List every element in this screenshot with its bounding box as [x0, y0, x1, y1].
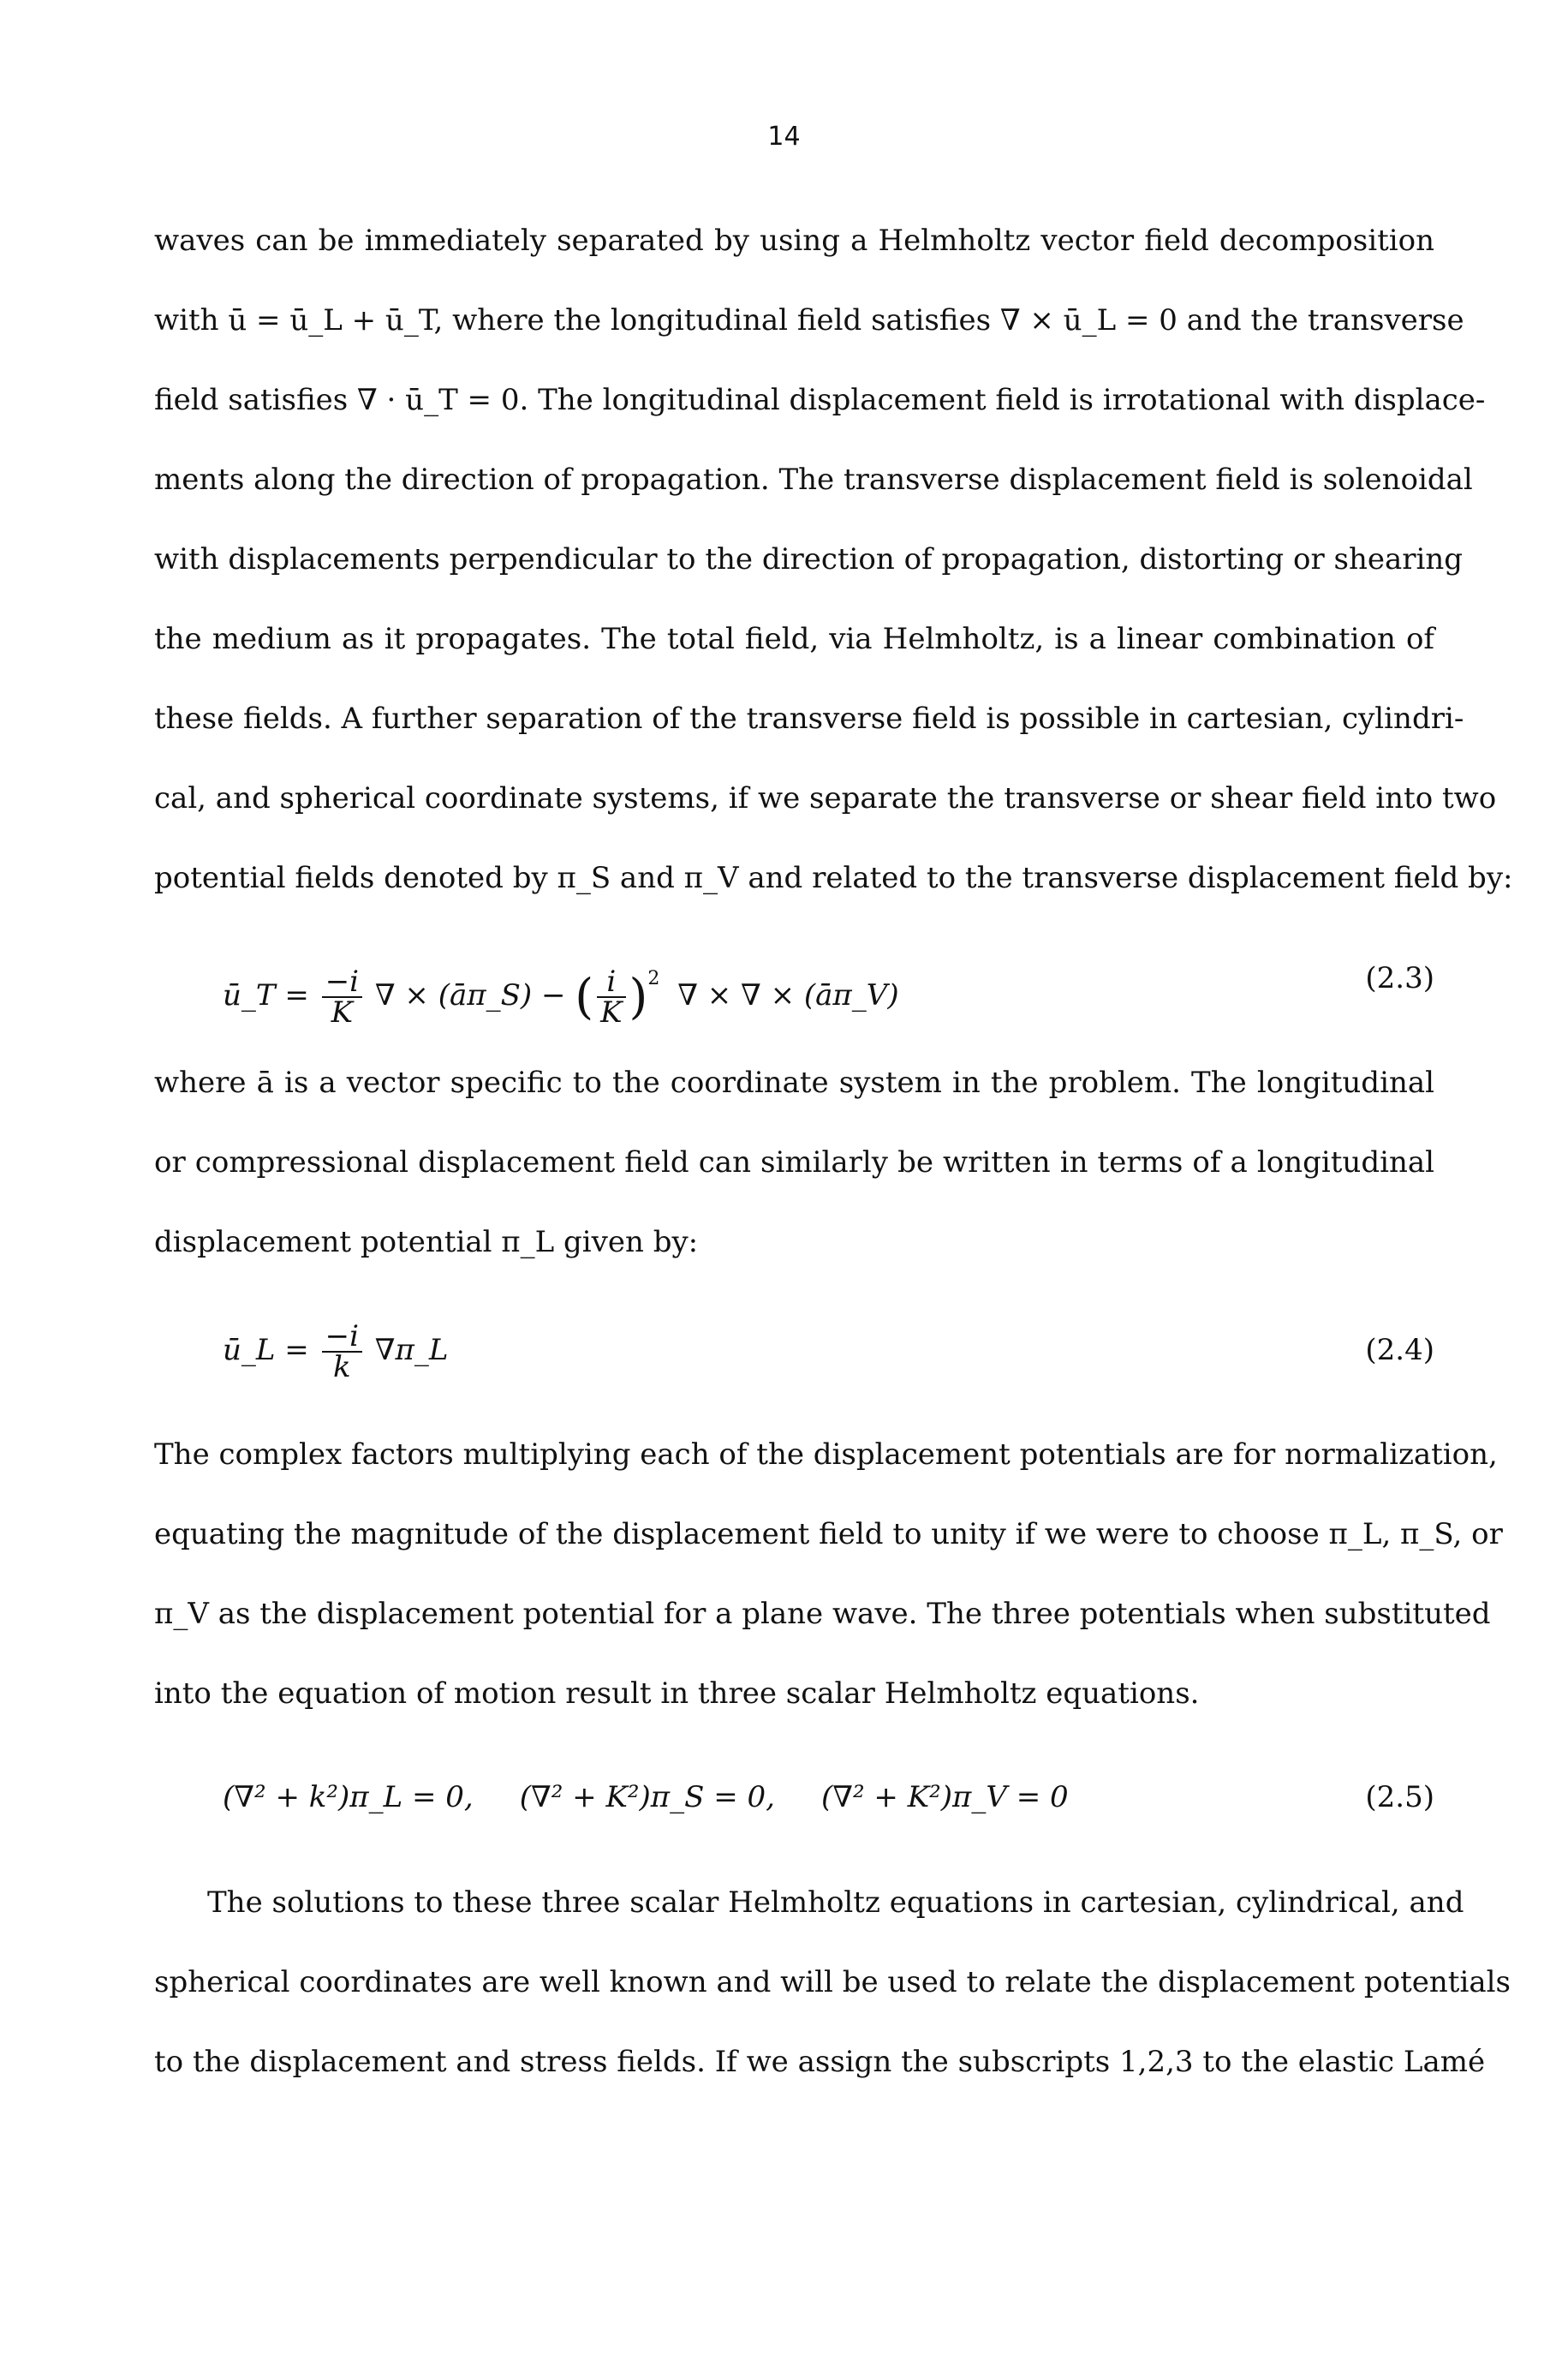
eq-2-3-power: 2	[647, 968, 660, 989]
text-line: ments along the direction of propagation. The transverse displacement field is solenoidal	[154, 463, 1473, 497]
eq-2-3-term-2: ∇ × ∇ × (āπ_V)	[677, 978, 899, 1013]
eq-2-3-paren-close: )	[629, 969, 648, 1025]
eq-2-3-lhs: ū_T =	[223, 978, 309, 1013]
equation-number: (2.5)	[1365, 1780, 1434, 1814]
text-line: these fields. A further separation of the transverse field is possible in cartesian, cylindri-	[154, 702, 1464, 736]
fraction-numerator: −i	[322, 967, 362, 998]
text-line: π_V as the displacement potential for a plane wave. The three potentials when substituted	[154, 1597, 1491, 1631]
text-line: waves can be immediately separated by using a Helmholtz vector field decomposition	[154, 224, 1434, 258]
eq-2-4-fraction	[322, 1319, 362, 1384]
equation-2-4	[154, 1311, 1434, 1390]
fraction-numerator: −i	[322, 1322, 362, 1353]
equation-number: (2.4)	[1365, 1333, 1434, 1367]
text-line: equating the magnitude of the displacement field to unity if we were to choose π_L, π_S, or	[154, 1517, 1503, 1551]
paragraph-2	[154, 1043, 1434, 1282]
text-line: to the displacement and stress fields. If we assign the subscripts 1,2,3 to the elastic Lamé	[154, 2045, 1486, 2079]
text-line: field satisfies ∇ · ū_T = 0. The longitudinal displacement field is irrotational with displace-	[154, 383, 1486, 417]
text-line: into the equation of motion result in three scalar Helmholtz equations.	[154, 1676, 1200, 1711]
fraction-denominator: K	[331, 995, 354, 1030]
paragraph-1	[154, 201, 1513, 918]
equation-2-3	[154, 939, 1434, 1030]
equation-2-3-expression	[223, 939, 899, 1037]
eq-2-3-fraction-1	[322, 965, 362, 1030]
fraction-numerator: i	[597, 967, 625, 998]
equation-2-5	[154, 1758, 1434, 1837]
eq-2-4-term: ∇π_L	[374, 1333, 449, 1367]
page-number: 14	[767, 122, 801, 152]
paragraph-3	[154, 1415, 1503, 1734]
fraction-denominator: k	[332, 1350, 351, 1384]
eq-2-3-term-1: ∇ × (āπ_S) −	[374, 978, 566, 1013]
equation-number: (2.3)	[1365, 961, 1434, 995]
text-line: with ū = ū_L + ū_T, where the longitudinal field satisfies ∇ × ū_L = 0 and the transverse	[154, 303, 1464, 338]
equation-2-5-expression: (∇² + k²)π_L = 0, (∇² + K²)π_S = 0, (∇² + K²)π_V = 0	[223, 1780, 1069, 1814]
text-line: displacement potential π_L given by:	[154, 1225, 699, 1259]
text-line: or compressional displacement field can similarly be written in terms of a longitudinal	[154, 1145, 1434, 1180]
equation-2-4-expression	[223, 1311, 448, 1390]
text-line: potential fields denoted by π_S and π_V and related to the transverse displacement field by:	[154, 861, 1513, 895]
text-line: the medium as it propagates. The total field, via Helmholtz, is a linear combination of	[154, 622, 1434, 656]
eq-2-3-paren-open: (	[575, 969, 594, 1025]
text-line: The complex factors multiplying each of the displacement potentials are for normalization,	[154, 1437, 1498, 1472]
eq-2-4-lhs: ū_L =	[223, 1333, 309, 1367]
eq-2-3-fraction-2	[597, 965, 625, 1030]
text-line: where ā is a vector specific to the coordinate system in the problem. The longitudinal	[154, 1066, 1434, 1100]
text-line: spherical coordinates are well known and will be used to relate the displacement potentials	[154, 1965, 1511, 1999]
text-line: The solutions to these three scalar Helmholtz equations in cartesian, cylindrical, and	[207, 1885, 1464, 1920]
paragraph-4	[154, 1863, 1511, 2102]
text-line: cal, and spherical coordinate systems, if we separate the transverse or shear field into two	[154, 781, 1497, 816]
fraction-denominator: K	[600, 995, 623, 1030]
text-line: with displacements perpendicular to the direction of propagation, distorting or shearing	[154, 542, 1464, 577]
